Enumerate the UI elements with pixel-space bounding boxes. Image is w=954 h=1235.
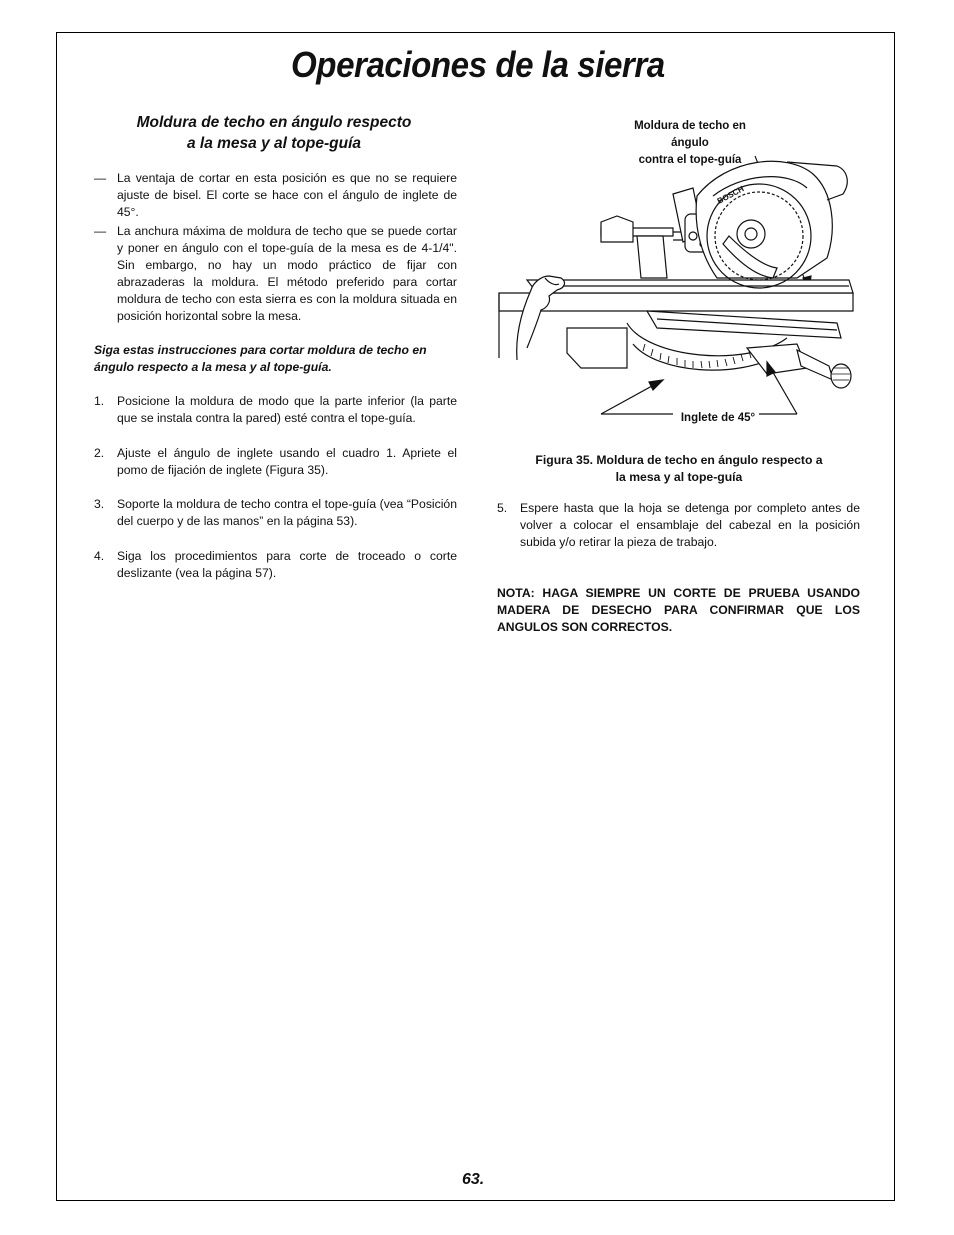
step-number: 1.	[94, 394, 105, 408]
instruction-intro: Siga estas instrucciones para cortar moldura de techo en ángulo respecto a la mesa y al tope-guía.	[94, 343, 427, 374]
step-text: Ajuste el ángulo de inglete usando el cuadro 1. Apriete el pomo de fijación de inglete (Figura 35).	[117, 446, 457, 477]
step-number: 5.	[497, 501, 508, 515]
step-text: Siga los procedimientos para corte de troceado o corte deslizante (vea la página 57).	[117, 549, 457, 580]
figure-label-bottom: Inglete de 45°	[680, 412, 756, 424]
figure-caption	[497, 452, 861, 486]
figure-caption-line2: la mesa y al tope-guía	[615, 470, 743, 484]
bullet-text: La anchura máxima de moldura de techo que se puede cortar y poner en ángulo con el tope-guía de la mesa es de 4-1/4". Sin embargo, no hay un modo práctico de fijar con abrazaderas la moldura. El método preferido para cortar moldura de techo con esta sierra es con la moldura situada en posición horizontal sobre la mesa.	[117, 224, 457, 323]
note-text: NOTA: HAGA SIEMPRE UN CORTE DE PRUEBA USANDO MADERA DE DESECHO PARA CONFIRMAR QUE LOS ANGULOS SON CORRECTOS.	[497, 586, 860, 634]
page-title: Operaciones de la sierra	[291, 44, 665, 85]
step-number: 4.	[94, 549, 105, 563]
section-heading-line1: Moldura de techo en ángulo respecto	[136, 114, 412, 131]
left-column	[94, 170, 457, 590]
step-text: Posicione la moldura de modo que la parte inferior (la parte que se instala contra la pared) esté contra el tope-guía.	[117, 394, 457, 425]
step-text: Soporte la moldura de techo contra el tope-guía (vea “Posición del cuerpo y de las manos” en la página 53).	[117, 497, 457, 528]
section-heading-line2: a la mesa y al tope-guía	[186, 135, 361, 152]
miter-saw-illustration	[497, 118, 861, 428]
right-column	[497, 500, 860, 640]
figure-caption-line1: Figura 35. Moldura de techo en ángulo respecto a	[535, 453, 823, 467]
figure-label-top-line2: contra el tope-guía	[638, 154, 742, 166]
step-text: Espere hasta que la hoja se detenga por completo antes de volver a colocar el ensamblaje del cabezal en la posición subida y/o retirar la pieza de trabajo.	[520, 501, 860, 549]
figure-35	[497, 118, 861, 428]
brand-logo: BOSCH	[715, 184, 746, 206]
step-number: 3.	[94, 497, 105, 511]
figure-label-top-line1: Moldura de techo en ángulo	[634, 120, 746, 149]
section-heading	[92, 112, 456, 154]
step-number: 2.	[94, 446, 105, 460]
bullet-text: La ventaja de cortar en esta posición es que no se requiere ajuste de bisel. El corte se hace con el ángulo de inglete de 45°.	[117, 171, 457, 219]
bullet-marker: —	[94, 224, 107, 238]
bullet-marker: —	[94, 171, 107, 185]
page-number: 63.	[462, 1171, 485, 1188]
